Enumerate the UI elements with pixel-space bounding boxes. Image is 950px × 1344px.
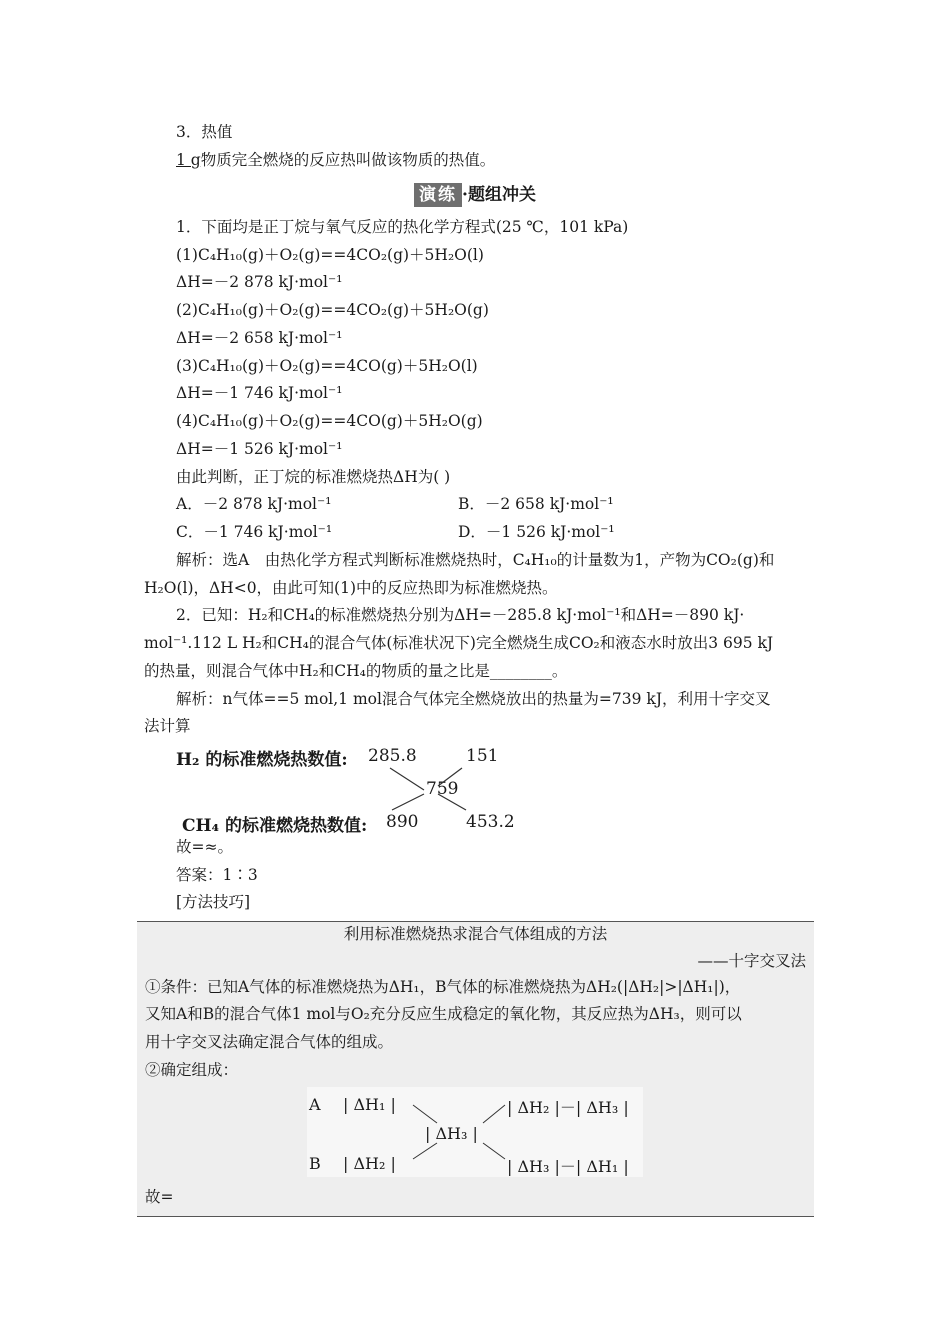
- panel-condition-2: 又知A和B的混合气体1 mol与O₂充分反应生成稳定的氧化物，其反应热为ΔH₃，则可以: [145, 1005, 742, 1023]
- q1-enthalpy-1: ΔH=－2 878 kJ·mol⁻¹: [176, 273, 343, 291]
- cross-h2-value: 285.8: [368, 746, 417, 766]
- q2-solution-line-2: 法计算: [144, 717, 191, 735]
- q1-option-a: A．－2 878 kJ·mol⁻¹: [176, 495, 332, 513]
- diagram-bottom-right: | ΔH₃ |－| ΔH₁ |: [507, 1157, 629, 1176]
- q1-stem: 1．下面均是正丁烷与氧气反应的热化学方程式(25 ℃，101 kPa): [176, 218, 629, 236]
- q1-option-b: B．－2 658 kJ·mol⁻¹: [458, 495, 614, 513]
- cross-center-value: 759: [426, 779, 459, 799]
- diagram-a-label: A: [309, 1095, 321, 1114]
- cross-lines: [380, 766, 490, 812]
- q1-equation-2: (2)C₄H₁₀(g)＋O₂(g)==4CO₂(g)＋5H₂O(g): [176, 301, 489, 319]
- q1-option-c: C．－1 746 kJ·mol⁻¹: [176, 523, 333, 541]
- method-panel: [137, 921, 814, 1217]
- practice-banner: [0, 183, 950, 207]
- definition-text: 物质完全燃烧的反应热叫做该物质的热值。: [200, 151, 496, 169]
- q2-line-2: mol⁻¹.112 L H₂和CH₄的混合气体(标准状况下)完全燃烧生成CO₂和液态水时放出3 695 kJ: [144, 634, 774, 652]
- q1-enthalpy-4: ΔH=－1 526 kJ·mol⁻¹: [176, 440, 343, 458]
- diagram-dh3: | ΔH₃ |: [425, 1124, 478, 1143]
- diagram-cross-lines: [407, 1101, 513, 1163]
- q2-solution-line-1: 解析：n气体==5 mol,1 mol混合气体完全燃烧放出的热量为=739 kJ，利用十字交叉: [176, 690, 771, 708]
- panel-subtitle: ——十字交叉法: [697, 952, 806, 970]
- q1-option-d: D．－1 526 kJ·mol⁻¹: [458, 523, 615, 541]
- diagram-dh2: | ΔH₂ |: [343, 1154, 396, 1173]
- cross-ch4-value: 890: [386, 812, 419, 832]
- diagram-b-label: B: [309, 1154, 321, 1173]
- q2-ratio: 故=≈。: [176, 838, 233, 856]
- cross-top-right: 151: [466, 746, 499, 766]
- q1-enthalpy-3: ΔH=－1 746 kJ·mol⁻¹: [176, 384, 343, 402]
- cross-ch4-label: CH₄ 的标准燃烧热数值:: [182, 816, 368, 836]
- practice-badge: 演练: [414, 183, 462, 207]
- q2-answer: 答案：1∶3: [176, 866, 258, 884]
- panel-title: 利用标准燃烧热求混合气体组成的方法: [343, 925, 608, 943]
- q1-equation-4: (4)C₄H₁₀(g)＋O₂(g)==4CO(g)＋5H₂O(g): [176, 412, 483, 430]
- q1-enthalpy-2: ΔH=－2 658 kJ·mol⁻¹: [176, 329, 343, 347]
- q1-equation-1: (1)C₄H₁₀(g)＋O₂(g)==4CO₂(g)＋5H₂O(l): [176, 246, 484, 264]
- heat-value-definition: [176, 150, 495, 170]
- practice-title: ·题组冲关: [462, 185, 536, 205]
- panel-condition-1: ①条件：已知A气体的标准燃烧热为ΔH₁，B气体的标准燃烧热为ΔH₂(|ΔH₂|>|ΔH₁|)，: [145, 978, 741, 996]
- q1-equation-3: (3)C₄H₁₀(g)＋O₂(g)==4CO(g)＋5H₂O(l): [176, 357, 478, 375]
- cross-bottom-right: 453.2: [466, 812, 515, 832]
- q1-question: 由此判断，正丁烷的标准燃烧热ΔH为( ): [176, 468, 451, 486]
- method-tip-label: [方法技巧]: [176, 893, 251, 911]
- cross-h2-label: H₂ 的标准燃烧热数值:: [176, 750, 348, 770]
- q2-line-3: 的热量，则混合气体中H₂和CH₄的物质的量之比是________。: [144, 662, 568, 680]
- definition-mass: 1 g: [176, 151, 201, 169]
- q1-solution-line-1: 解析：选A 由热化学方程式判断标准燃烧热时，C₄H₁₀的计量数为1，产物为CO₂(g)和: [176, 551, 775, 569]
- q2-line-1: 2．已知：H₂和CH₄的标准燃烧热分别为ΔH=－285.8 kJ·mol⁻¹和ΔH=－890 kJ·: [176, 606, 745, 624]
- section-heading: 3．热值: [176, 123, 233, 141]
- q1-solution-line-2: H₂O(l)，ΔH<0，由此可知(1)中的反应热即为标准燃烧热。: [144, 579, 558, 597]
- panel-ratio: 故=: [145, 1188, 174, 1206]
- general-cross-diagram: [307, 1087, 643, 1177]
- diagram-dh1: | ΔH₁ |: [343, 1095, 396, 1114]
- panel-step-2: ②确定组成：: [145, 1061, 239, 1079]
- panel-condition-3: 用十字交叉法确定混合气体的组成。: [145, 1033, 394, 1051]
- diagram-top-right: | ΔH₂ |－| ΔH₃ |: [507, 1098, 629, 1117]
